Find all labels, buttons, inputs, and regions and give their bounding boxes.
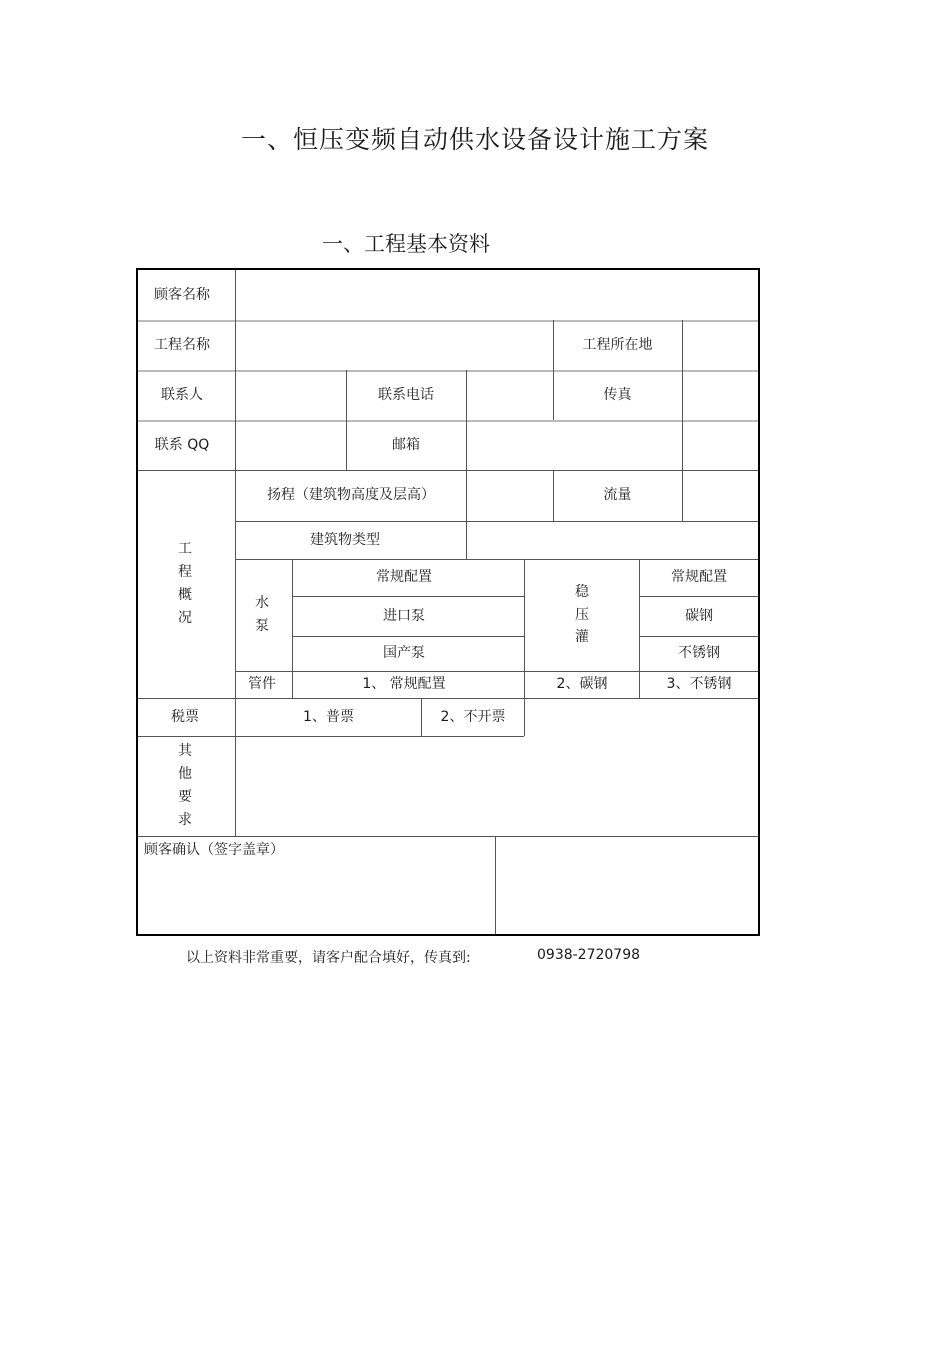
project-location-label: 工程所在地 bbox=[582, 336, 653, 353]
tank-option-carbon-steel[interactable]: 碳钢 bbox=[685, 607, 713, 624]
contact-qq-label: 联系 QQ bbox=[154, 436, 210, 453]
email-label: 邮箱 bbox=[392, 436, 420, 453]
project-overview-label: 工 程 概 况 bbox=[178, 541, 192, 626]
project-location-field[interactable] bbox=[683, 320, 758, 370]
project-info-form bbox=[136, 268, 760, 936]
pressure-tank-label: 稳 压 灌 bbox=[575, 583, 589, 646]
other-requirements-field[interactable] bbox=[236, 736, 758, 836]
pump-option-imported[interactable]: 进口泵 bbox=[383, 607, 425, 624]
tax-option-ordinary[interactable]: 1、普票 bbox=[303, 708, 354, 725]
pump-option-domestic[interactable]: 国产泵 bbox=[383, 645, 425, 662]
tank-option-stainless[interactable]: 不锈钢 bbox=[678, 645, 720, 662]
tax-option-none[interactable]: 2、不开票 bbox=[440, 708, 506, 725]
contact-person-label: 联系人 bbox=[161, 386, 203, 403]
customer-name-label: 顾客名称 bbox=[154, 286, 210, 303]
contact-person-field[interactable] bbox=[236, 370, 346, 420]
contact-phone-label: 联系电话 bbox=[378, 386, 434, 403]
pipe-label: 管件 bbox=[248, 676, 276, 693]
project-name-label: 工程名称 bbox=[154, 336, 210, 353]
document-title: 一、恒压变频自动供水设备设计施工方案 bbox=[240, 125, 709, 154]
head-label: 扬程（建筑物高度及层高） bbox=[267, 487, 435, 504]
fax-label: 传真 bbox=[603, 386, 632, 403]
contact-phone-field[interactable] bbox=[467, 370, 553, 420]
footer-note: 以上资料非常重要，请客户配合填好，传真到: bbox=[186, 950, 471, 966]
section-title: 一、工程基本资料 bbox=[322, 232, 490, 256]
pump-label: 水 泵 bbox=[255, 595, 269, 634]
head-field[interactable] bbox=[467, 470, 553, 521]
building-type-field[interactable] bbox=[467, 521, 758, 559]
fax-field[interactable] bbox=[683, 370, 758, 420]
customer-name-field[interactable] bbox=[236, 270, 758, 320]
pipe-option-stainless[interactable]: 3、不锈钢 bbox=[666, 676, 732, 693]
email-field[interactable] bbox=[467, 420, 758, 470]
building-type-label: 建筑物类型 bbox=[310, 531, 380, 548]
signature-area[interactable] bbox=[496, 836, 758, 934]
pipe-option-carbon-steel[interactable]: 2、碳钢 bbox=[556, 676, 608, 693]
tax-invoice-label: 税票 bbox=[171, 708, 199, 725]
customer-confirmation-label: 顾客确认（签字盖章） bbox=[144, 842, 284, 858]
flow-field[interactable] bbox=[683, 470, 758, 521]
contact-qq-field[interactable] bbox=[236, 420, 346, 470]
project-name-field[interactable] bbox=[236, 320, 553, 370]
footer-fax-number: 0938-2720798 bbox=[537, 947, 641, 963]
pump-option-standard[interactable]: 常规配置 bbox=[376, 569, 432, 586]
flow-label: 流量 bbox=[603, 487, 632, 504]
pipe-option-standard[interactable]: 1、 常规配置 bbox=[362, 676, 446, 693]
tank-option-standard[interactable]: 常规配置 bbox=[671, 569, 727, 586]
other-requirements-label: 其 他 要 求 bbox=[178, 743, 192, 828]
